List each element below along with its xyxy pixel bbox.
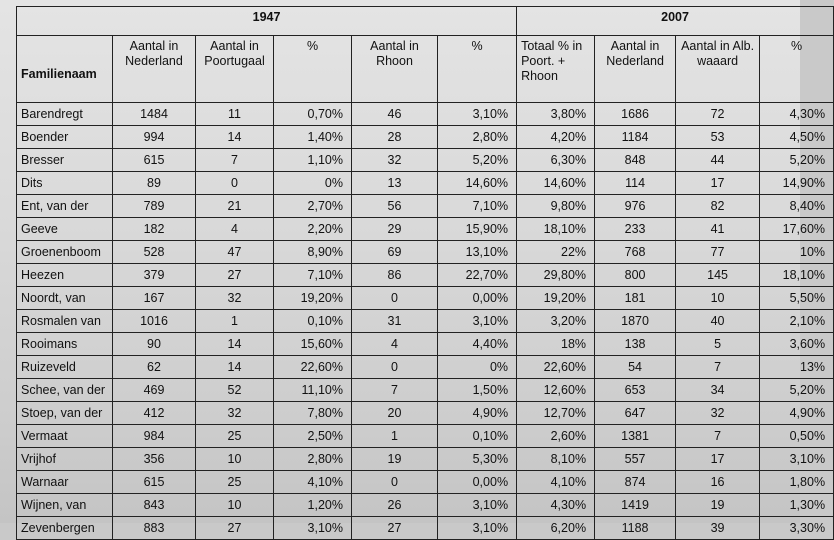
cell-nl-1947: 1016 bbox=[113, 310, 196, 333]
cell-familienaam: Stoep, van der bbox=[17, 402, 113, 425]
table-row bbox=[17, 379, 834, 402]
cell-nl-1947: 89 bbox=[113, 172, 196, 195]
cell-rhoon: 0 bbox=[352, 356, 438, 379]
cell-nl-1947: 62 bbox=[113, 356, 196, 379]
cell-nl-2007: 114 bbox=[595, 172, 676, 195]
cell-nl-1947: 843 bbox=[113, 494, 196, 517]
cell-poortugaal: 0 bbox=[196, 172, 274, 195]
cell-rhoon: 27 bbox=[352, 517, 438, 540]
cell-totaal-pct: 4,30% bbox=[517, 494, 595, 517]
cell-pct-alb-waard: 10% bbox=[760, 241, 834, 264]
cell-nl-1947: 356 bbox=[113, 448, 196, 471]
cell-nl-1947: 528 bbox=[113, 241, 196, 264]
header-pct-alb-waard: % bbox=[760, 36, 834, 103]
cell-familienaam: Groenenboom bbox=[17, 241, 113, 264]
cell-nl-2007: 874 bbox=[595, 471, 676, 494]
header-rhoon: Aantal in Rhoon bbox=[352, 36, 438, 103]
table-row bbox=[17, 264, 834, 287]
cell-nl-2007: 768 bbox=[595, 241, 676, 264]
cell-pct-alb-waard: 3,10% bbox=[760, 448, 834, 471]
year-1947-heading: 1947 bbox=[17, 7, 517, 36]
cell-rhoon: 29 bbox=[352, 218, 438, 241]
cell-alb-waard: 16 bbox=[676, 471, 760, 494]
cell-nl-1947: 412 bbox=[113, 402, 196, 425]
cell-nl-2007: 1184 bbox=[595, 126, 676, 149]
cell-rhoon: 26 bbox=[352, 494, 438, 517]
cell-poortugaal: 32 bbox=[196, 287, 274, 310]
table-row bbox=[17, 333, 834, 356]
header-alb-waard: Aantal in Alb. waaard bbox=[676, 36, 760, 103]
cell-nl-1947: 1484 bbox=[113, 103, 196, 126]
cell-nl-2007: 1381 bbox=[595, 425, 676, 448]
table-row bbox=[17, 494, 834, 517]
cell-pct-rhoon: 5,20% bbox=[438, 149, 517, 172]
cell-poortugaal: 27 bbox=[196, 264, 274, 287]
cell-pct-rhoon: 2,80% bbox=[438, 126, 517, 149]
cell-pct-rhoon: 22,70% bbox=[438, 264, 517, 287]
cell-nl-2007: 557 bbox=[595, 448, 676, 471]
cell-pct-alb-waard: 17,60% bbox=[760, 218, 834, 241]
table-row bbox=[17, 195, 834, 218]
cell-alb-waard: 7 bbox=[676, 356, 760, 379]
cell-pct-poortugaal: 11,10% bbox=[274, 379, 352, 402]
cell-alb-waard: 77 bbox=[676, 241, 760, 264]
cell-familienaam: Heezen bbox=[17, 264, 113, 287]
cell-alb-waard: 17 bbox=[676, 448, 760, 471]
cell-pct-poortugaal: 1,10% bbox=[274, 149, 352, 172]
header-pct-poortugaal: % bbox=[274, 36, 352, 103]
cell-alb-waard: 145 bbox=[676, 264, 760, 287]
cell-rhoon: 13 bbox=[352, 172, 438, 195]
cell-alb-waard: 17 bbox=[676, 172, 760, 195]
cell-poortugaal: 47 bbox=[196, 241, 274, 264]
cell-poortugaal: 21 bbox=[196, 195, 274, 218]
cell-poortugaal: 25 bbox=[196, 425, 274, 448]
cell-familienaam: Wijnen, van bbox=[17, 494, 113, 517]
cell-familienaam: Barendregt bbox=[17, 103, 113, 126]
cell-nl-1947: 615 bbox=[113, 471, 196, 494]
cell-totaal-pct: 22,60% bbox=[517, 356, 595, 379]
cell-pct-rhoon: 14,60% bbox=[438, 172, 517, 195]
cell-pct-alb-waard: 4,30% bbox=[760, 103, 834, 126]
surname-table bbox=[16, 6, 834, 540]
cell-pct-poortugaal: 15,60% bbox=[274, 333, 352, 356]
cell-rhoon: 28 bbox=[352, 126, 438, 149]
cell-pct-poortugaal: 22,60% bbox=[274, 356, 352, 379]
cell-alb-waard: 5 bbox=[676, 333, 760, 356]
cell-rhoon: 0 bbox=[352, 471, 438, 494]
cell-familienaam: Ruizeveld bbox=[17, 356, 113, 379]
cell-poortugaal: 14 bbox=[196, 333, 274, 356]
cell-nl-2007: 647 bbox=[595, 402, 676, 425]
cell-totaal-pct: 3,20% bbox=[517, 310, 595, 333]
cell-pct-poortugaal: 1,20% bbox=[274, 494, 352, 517]
cell-alb-waard: 44 bbox=[676, 149, 760, 172]
table-row bbox=[17, 517, 834, 540]
cell-rhoon: 7 bbox=[352, 379, 438, 402]
cell-pct-rhoon: 0,10% bbox=[438, 425, 517, 448]
cell-alb-waard: 41 bbox=[676, 218, 760, 241]
cell-pct-alb-waard: 0,50% bbox=[760, 425, 834, 448]
cell-pct-alb-waard: 18,10% bbox=[760, 264, 834, 287]
header-poortugaal: Aantal in Poortugaal bbox=[196, 36, 274, 103]
table-row bbox=[17, 425, 834, 448]
year-2007-heading: 2007 bbox=[517, 7, 834, 36]
cell-familienaam: Bresser bbox=[17, 149, 113, 172]
cell-pct-rhoon: 1,50% bbox=[438, 379, 517, 402]
cell-pct-alb-waard: 1,30% bbox=[760, 494, 834, 517]
cell-totaal-pct: 9,80% bbox=[517, 195, 595, 218]
cell-alb-waard: 7 bbox=[676, 425, 760, 448]
cell-familienaam: Boender bbox=[17, 126, 113, 149]
cell-totaal-pct: 2,60% bbox=[517, 425, 595, 448]
cell-alb-waard: 53 bbox=[676, 126, 760, 149]
table-row bbox=[17, 103, 834, 126]
cell-pct-poortugaal: 0,10% bbox=[274, 310, 352, 333]
cell-totaal-pct: 3,80% bbox=[517, 103, 595, 126]
cell-rhoon: 86 bbox=[352, 264, 438, 287]
cell-familienaam: Schee, van der bbox=[17, 379, 113, 402]
table-row bbox=[17, 448, 834, 471]
cell-nl-2007: 1686 bbox=[595, 103, 676, 126]
table-row bbox=[17, 241, 834, 264]
header-pct-rhoon: % bbox=[438, 36, 517, 103]
cell-poortugaal: 14 bbox=[196, 126, 274, 149]
cell-nl-2007: 1419 bbox=[595, 494, 676, 517]
cell-rhoon: 4 bbox=[352, 333, 438, 356]
cell-totaal-pct: 18,10% bbox=[517, 218, 595, 241]
cell-nl-1947: 379 bbox=[113, 264, 196, 287]
header-2007-nederland: Aantal in Nederland bbox=[595, 36, 676, 103]
cell-alb-waard: 34 bbox=[676, 379, 760, 402]
cell-rhoon: 32 bbox=[352, 149, 438, 172]
cell-pct-rhoon: 3,10% bbox=[438, 310, 517, 333]
cell-nl-2007: 1188 bbox=[595, 517, 676, 540]
cell-poortugaal: 32 bbox=[196, 402, 274, 425]
cell-pct-rhoon: 0,00% bbox=[438, 287, 517, 310]
cell-rhoon: 19 bbox=[352, 448, 438, 471]
table-row bbox=[17, 126, 834, 149]
header-totaal: Totaal % in Poort. + Rhoon bbox=[517, 36, 595, 103]
cell-pct-rhoon: 4,90% bbox=[438, 402, 517, 425]
cell-poortugaal: 11 bbox=[196, 103, 274, 126]
cell-pct-poortugaal: 8,90% bbox=[274, 241, 352, 264]
cell-pct-alb-waard: 8,40% bbox=[760, 195, 834, 218]
cell-nl-1947: 984 bbox=[113, 425, 196, 448]
cell-pct-alb-waard: 3,30% bbox=[760, 517, 834, 540]
cell-pct-rhoon: 0,00% bbox=[438, 471, 517, 494]
cell-nl-2007: 181 bbox=[595, 287, 676, 310]
cell-pct-alb-waard: 4,90% bbox=[760, 402, 834, 425]
table-row bbox=[17, 287, 834, 310]
cell-pct-poortugaal: 0,70% bbox=[274, 103, 352, 126]
cell-pct-rhoon: 4,40% bbox=[438, 333, 517, 356]
cell-pct-alb-waard: 1,80% bbox=[760, 471, 834, 494]
cell-rhoon: 20 bbox=[352, 402, 438, 425]
cell-familienaam: Geeve bbox=[17, 218, 113, 241]
cell-totaal-pct: 19,20% bbox=[517, 287, 595, 310]
table-row bbox=[17, 172, 834, 195]
cell-alb-waard: 72 bbox=[676, 103, 760, 126]
cell-familienaam: Vermaat bbox=[17, 425, 113, 448]
cell-nl-2007: 848 bbox=[595, 149, 676, 172]
cell-pct-poortugaal: 2,70% bbox=[274, 195, 352, 218]
cell-pct-rhoon: 13,10% bbox=[438, 241, 517, 264]
cell-totaal-pct: 18% bbox=[517, 333, 595, 356]
cell-nl-2007: 54 bbox=[595, 356, 676, 379]
cell-poortugaal: 27 bbox=[196, 517, 274, 540]
cell-alb-waard: 39 bbox=[676, 517, 760, 540]
cell-nl-1947: 615 bbox=[113, 149, 196, 172]
cell-poortugaal: 14 bbox=[196, 356, 274, 379]
cell-rhoon: 0 bbox=[352, 287, 438, 310]
table-row bbox=[17, 149, 834, 172]
cell-rhoon: 46 bbox=[352, 103, 438, 126]
cell-alb-waard: 40 bbox=[676, 310, 760, 333]
cell-nl-1947: 90 bbox=[113, 333, 196, 356]
column-header-row bbox=[17, 36, 834, 103]
cell-nl-2007: 138 bbox=[595, 333, 676, 356]
cell-pct-rhoon: 5,30% bbox=[438, 448, 517, 471]
cell-nl-2007: 233 bbox=[595, 218, 676, 241]
cell-nl-2007: 1870 bbox=[595, 310, 676, 333]
cell-familienaam: Warnaar bbox=[17, 471, 113, 494]
cell-pct-rhoon: 15,90% bbox=[438, 218, 517, 241]
cell-rhoon: 31 bbox=[352, 310, 438, 333]
cell-rhoon: 1 bbox=[352, 425, 438, 448]
cell-familienaam: Zevenbergen bbox=[17, 517, 113, 540]
cell-poortugaal: 1 bbox=[196, 310, 274, 333]
cell-totaal-pct: 12,60% bbox=[517, 379, 595, 402]
cell-pct-alb-waard: 2,10% bbox=[760, 310, 834, 333]
table-row bbox=[17, 402, 834, 425]
cell-nl-2007: 976 bbox=[595, 195, 676, 218]
cell-pct-poortugaal: 2,50% bbox=[274, 425, 352, 448]
table-row bbox=[17, 218, 834, 241]
cell-familienaam: Dits bbox=[17, 172, 113, 195]
cell-pct-poortugaal: 1,40% bbox=[274, 126, 352, 149]
table-row bbox=[17, 310, 834, 333]
cell-pct-poortugaal: 4,10% bbox=[274, 471, 352, 494]
cell-alb-waard: 32 bbox=[676, 402, 760, 425]
cell-pct-rhoon: 3,10% bbox=[438, 103, 517, 126]
cell-poortugaal: 4 bbox=[196, 218, 274, 241]
cell-poortugaal: 52 bbox=[196, 379, 274, 402]
cell-rhoon: 56 bbox=[352, 195, 438, 218]
header-familienaam: Familienaam bbox=[17, 36, 113, 103]
cell-pct-poortugaal: 2,20% bbox=[274, 218, 352, 241]
cell-totaal-pct: 4,20% bbox=[517, 126, 595, 149]
cell-pct-poortugaal: 19,20% bbox=[274, 287, 352, 310]
cell-pct-rhoon: 0% bbox=[438, 356, 517, 379]
cell-nl-2007: 800 bbox=[595, 264, 676, 287]
cell-pct-poortugaal: 7,10% bbox=[274, 264, 352, 287]
cell-pct-rhoon: 7,10% bbox=[438, 195, 517, 218]
cell-poortugaal: 7 bbox=[196, 149, 274, 172]
cell-nl-1947: 994 bbox=[113, 126, 196, 149]
cell-pct-alb-waard: 5,20% bbox=[760, 379, 834, 402]
cell-familienaam: Rosmalen van bbox=[17, 310, 113, 333]
cell-pct-alb-waard: 3,60% bbox=[760, 333, 834, 356]
cell-nl-1947: 789 bbox=[113, 195, 196, 218]
cell-poortugaal: 10 bbox=[196, 494, 274, 517]
cell-nl-1947: 182 bbox=[113, 218, 196, 241]
cell-familienaam: Rooimans bbox=[17, 333, 113, 356]
cell-poortugaal: 10 bbox=[196, 448, 274, 471]
cell-pct-poortugaal: 3,10% bbox=[274, 517, 352, 540]
cell-totaal-pct: 6,20% bbox=[517, 517, 595, 540]
cell-pct-poortugaal: 0% bbox=[274, 172, 352, 195]
cell-totaal-pct: 4,10% bbox=[517, 471, 595, 494]
cell-pct-alb-waard: 14,90% bbox=[760, 172, 834, 195]
cell-pct-rhoon: 3,10% bbox=[438, 517, 517, 540]
cell-totaal-pct: 6,30% bbox=[517, 149, 595, 172]
cell-alb-waard: 10 bbox=[676, 287, 760, 310]
cell-pct-poortugaal: 7,80% bbox=[274, 402, 352, 425]
cell-totaal-pct: 22% bbox=[517, 241, 595, 264]
cell-familienaam: Noordt, van bbox=[17, 287, 113, 310]
cell-pct-rhoon: 3,10% bbox=[438, 494, 517, 517]
cell-alb-waard: 19 bbox=[676, 494, 760, 517]
table-row bbox=[17, 471, 834, 494]
cell-poortugaal: 25 bbox=[196, 471, 274, 494]
cell-totaal-pct: 29,80% bbox=[517, 264, 595, 287]
cell-pct-alb-waard: 4,50% bbox=[760, 126, 834, 149]
year-header-row bbox=[17, 7, 834, 36]
cell-pct-alb-waard: 13% bbox=[760, 356, 834, 379]
cell-alb-waard: 82 bbox=[676, 195, 760, 218]
cell-pct-alb-waard: 5,50% bbox=[760, 287, 834, 310]
cell-familienaam: Ent, van der bbox=[17, 195, 113, 218]
cell-nl-1947: 883 bbox=[113, 517, 196, 540]
table-body bbox=[17, 103, 834, 540]
cell-familienaam: Vrijhof bbox=[17, 448, 113, 471]
cell-nl-1947: 167 bbox=[113, 287, 196, 310]
cell-totaal-pct: 12,70% bbox=[517, 402, 595, 425]
cell-nl-1947: 469 bbox=[113, 379, 196, 402]
cell-totaal-pct: 14,60% bbox=[517, 172, 595, 195]
table-row bbox=[17, 356, 834, 379]
cell-nl-2007: 653 bbox=[595, 379, 676, 402]
cell-totaal-pct: 8,10% bbox=[517, 448, 595, 471]
cell-pct-poortugaal: 2,80% bbox=[274, 448, 352, 471]
cell-rhoon: 69 bbox=[352, 241, 438, 264]
cell-pct-alb-waard: 5,20% bbox=[760, 149, 834, 172]
header-1947-nederland: Aantal in Nederland bbox=[113, 36, 196, 103]
